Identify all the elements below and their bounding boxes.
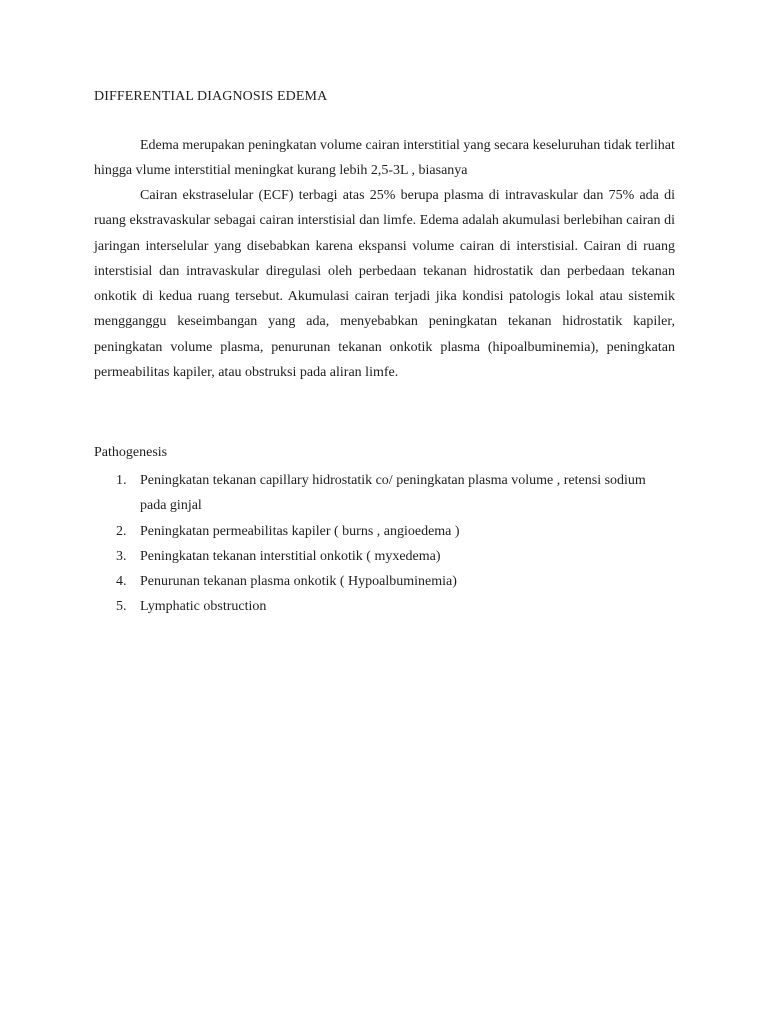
section-heading-pathogenesis: Pathogenesis — [94, 445, 168, 460]
list-item-number: 5. — [116, 599, 127, 615]
paragraph-ecf-explanation: Cairan ekstraselular (ECF) terbagi atas 25% berupa plasma di intravaskular dan 75% ada di ruang ekstravaskular sebagai cairan interstisial dan limfe. Edema adalah akumulasi berlebihan cairan di jaringan interselular yang disebabkan karena ekspansi volume cairan di interstisial. Cairan di ruang interstisial dan intravaskular diregulasi oleh perbedaan tekanan hidrostatik dan perbedaan tekanan onkotik di kedua ruang tersebut. Akumulasi cairan terjadi jika kondisi patologis lokal atau sistemik mengganggu keseimbangan yang ada, menyebabkan peningkatan tekanan hidrostatik kapiler, peningkatan volume plasma, penurunan tekanan onkotik plasma (hipoalbuminemia), peningkatan permeabilitas kapiler, atau obstruksi pada aliran limfe. — [94, 188, 675, 381]
list-item — [94, 544, 675, 569]
list-item — [94, 569, 675, 594]
list-item-text: Peningkatan permeabilitas kapiler ( burns , angioedema ) — [140, 523, 460, 539]
document-title: DIFFERENTIAL DIAGNOSIS EDEMA — [94, 89, 328, 104]
list-item-text: Peningkatan tekanan interstitial onkotik ( myxedema) — [140, 548, 441, 564]
list-item — [94, 468, 675, 519]
list-item-text: Lymphatic obstruction — [140, 599, 267, 615]
list-item-text: Penurunan tekanan plasma onkotik ( Hypoalbuminemia) — [140, 574, 457, 590]
list-item-number: 1. — [116, 473, 127, 488]
list-item-number: 3. — [116, 548, 127, 564]
list-item-number: 4. — [116, 574, 127, 590]
pathogenesis-list — [94, 468, 675, 620]
paragraph-edema-definition: Edema merupakan peningkatan volume cairan interstitial yang secara keseluruhan tidak terlihat hingga vlume interstitial meningkat kurang lebih 2,5-3L , biasanya — [94, 138, 675, 179]
list-item-text: Peningkatan tekanan capillary hidrostatik co/ peningkatan plasma volume , retensi sodium pada ginjal — [140, 473, 646, 514]
list-item — [94, 519, 675, 544]
list-item-number: 2. — [116, 523, 127, 539]
list-item — [94, 594, 675, 619]
